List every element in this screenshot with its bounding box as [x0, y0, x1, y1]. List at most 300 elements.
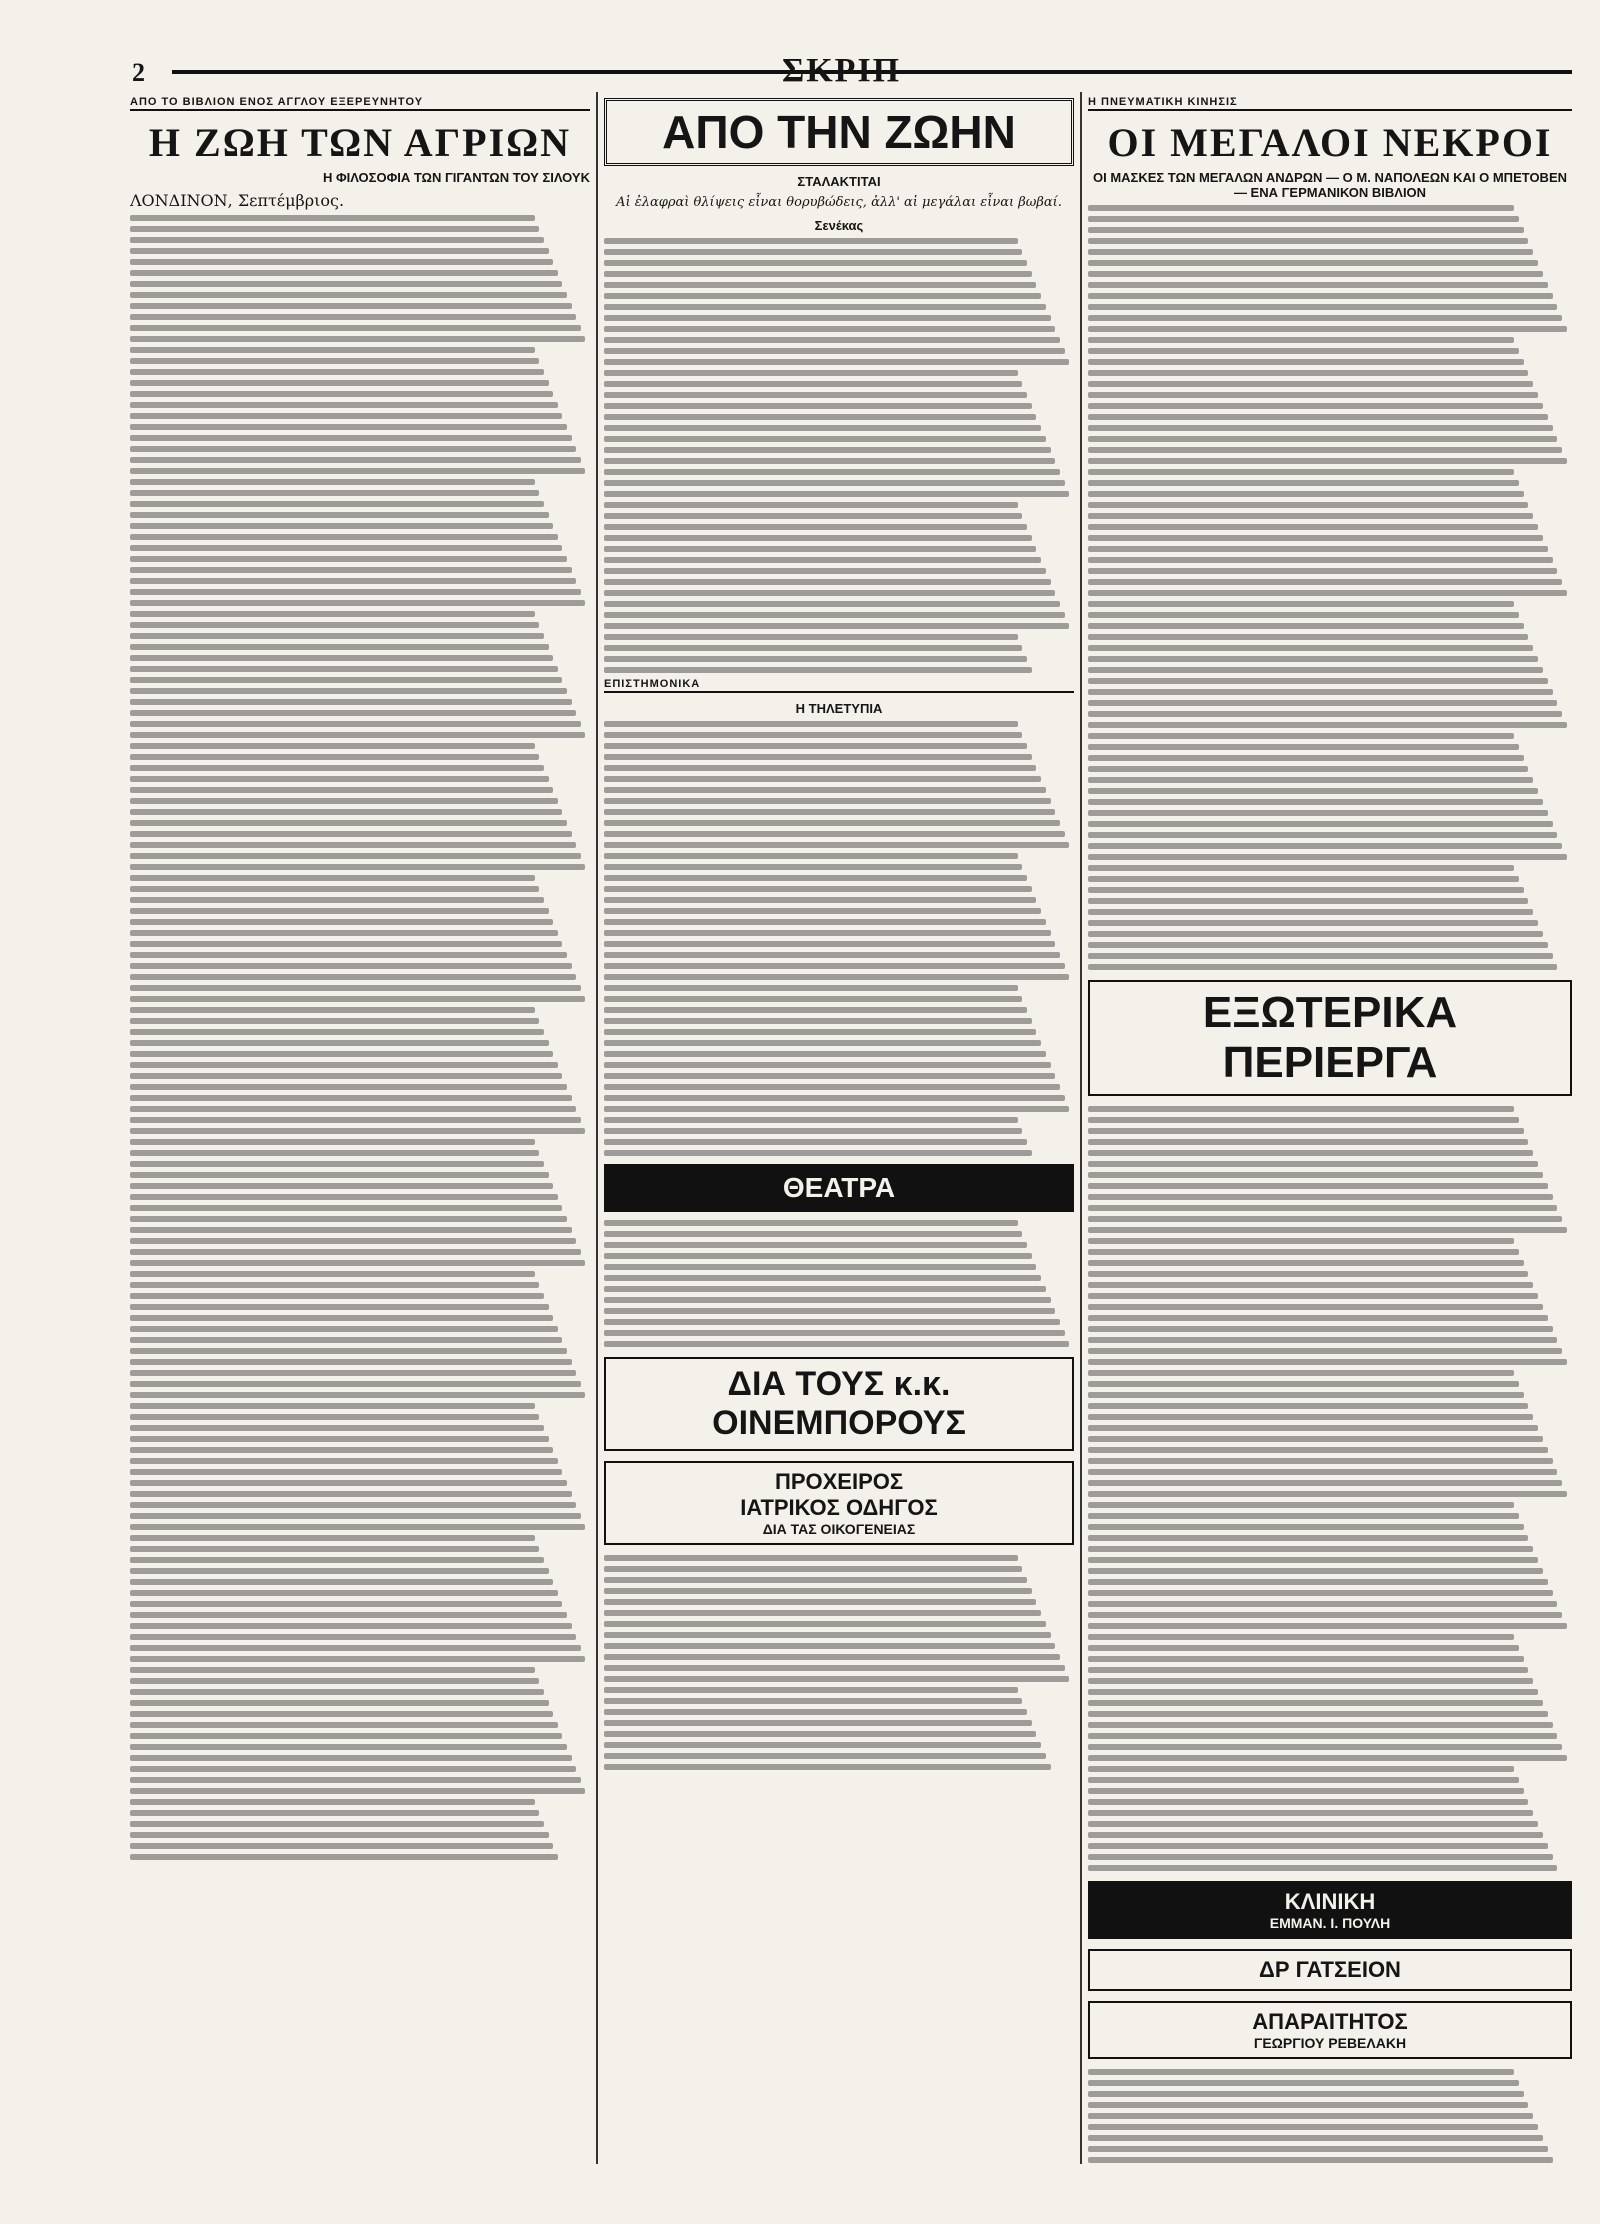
text-line-placeholder: [1088, 1392, 1524, 1398]
text-line-placeholder: [604, 1297, 1051, 1303]
text-line-placeholder: [130, 1172, 549, 1178]
text-line-placeholder: [1088, 502, 1528, 508]
text-line-placeholder: [1088, 865, 1514, 871]
text-line-placeholder: [130, 897, 544, 903]
text-line-placeholder: [130, 1326, 558, 1332]
text-line-placeholder: [1088, 1425, 1538, 1431]
text-line-placeholder: [1088, 810, 1548, 816]
text-line-placeholder: [130, 1491, 572, 1497]
text-line-placeholder: [604, 776, 1041, 782]
text-line-placeholder: [1088, 821, 1553, 827]
text-line-placeholder: [130, 1062, 558, 1068]
text-line-placeholder: [1088, 1601, 1557, 1607]
text-line-placeholder: [1088, 370, 1528, 376]
text-line-placeholder: [130, 1348, 567, 1354]
text-line-placeholder: [1088, 1843, 1548, 1849]
text-line-placeholder: [604, 974, 1069, 980]
section-headline: ΑΠΟ ΤΗΝ ΖΩΗΝ: [604, 98, 1074, 166]
text-line-placeholder: [604, 754, 1032, 760]
text-line-placeholder: [604, 1062, 1051, 1068]
text-line-placeholder: [604, 1040, 1041, 1046]
text-line-placeholder: [1088, 1216, 1562, 1222]
body-text-lines: [604, 1555, 1074, 1770]
text-line-placeholder: [1088, 1249, 1519, 1255]
text-line-placeholder: [604, 820, 1060, 826]
text-line-placeholder: [130, 1029, 544, 1035]
text-line-placeholder: [604, 612, 1065, 618]
text-line-placeholder: [130, 523, 553, 529]
text-line-placeholder: [1088, 304, 1557, 310]
guide-line-1: ΠΡΟΧΕΙΡΟΣ: [774, 1469, 904, 1494]
text-line-placeholder: [1088, 1700, 1543, 1706]
text-line-placeholder: [604, 1095, 1065, 1101]
text-line-placeholder: [1088, 766, 1528, 772]
text-line-placeholder: [1088, 1513, 1519, 1519]
text-line-placeholder: [1088, 1359, 1567, 1365]
text-line-placeholder: [604, 1654, 1060, 1660]
text-line-placeholder: [604, 337, 1060, 343]
text-line-placeholder: [1088, 227, 1524, 233]
text-line-placeholder: [130, 1458, 558, 1464]
text-line-placeholder: [130, 501, 544, 507]
clinic-name: ΕΜΜΑΝ. Ι. ΠΟΥΛΗ: [1269, 1915, 1391, 1931]
text-line-placeholder: [1088, 1139, 1528, 1145]
column-left: [130, 96, 590, 2164]
body-text-lines: [130, 215, 590, 1860]
text-line-placeholder: [130, 1832, 549, 1838]
text-line-placeholder: [130, 952, 567, 958]
text-line-placeholder: [1088, 678, 1548, 684]
text-line-placeholder: [1088, 1348, 1562, 1354]
text-line-placeholder: [604, 469, 1060, 475]
text-line-placeholder: [1088, 1667, 1528, 1673]
text-line-placeholder: [604, 985, 1018, 991]
text-line-placeholder: [604, 1319, 1060, 1325]
text-line-placeholder: [1088, 1106, 1514, 1112]
text-line-placeholder: [1088, 392, 1538, 398]
medical-guide-ad: [604, 1461, 1074, 1545]
text-line-placeholder: [130, 1381, 581, 1387]
text-line-placeholder: [1088, 1865, 1557, 1871]
text-line-placeholder: [1088, 1579, 1548, 1585]
text-line-placeholder: [1088, 1612, 1562, 1618]
clinic-title: ΚΛΙΝΙΚΗ: [1284, 1889, 1376, 1914]
text-line-placeholder: [130, 732, 585, 738]
text-line-placeholder: [130, 1238, 576, 1244]
text-line-placeholder: [130, 1128, 585, 1134]
text-line-placeholder: [1088, 579, 1562, 585]
text-line-placeholder: [130, 677, 562, 683]
text-line-placeholder: [130, 1205, 562, 1211]
text-line-placeholder: [130, 831, 572, 837]
text-line-placeholder: [1088, 1678, 1533, 1684]
text-line-placeholder: [1088, 744, 1519, 750]
text-line-placeholder: [604, 1084, 1060, 1090]
text-line-placeholder: [604, 425, 1041, 431]
text-line-placeholder: [604, 1341, 1069, 1347]
article-headline: ΟΙ ΜΕΓΑΛΟΙ ΝΕΚΡΟΙ: [1107, 120, 1553, 165]
article-kicker: ΑΠΟ ΤΟ ΒΙΒΛΙΟΝ ΕΝΟΣ ΑΓΓΛΟΥ ΕΞΕΡΕΥΝΗΤΟΥ: [130, 96, 590, 111]
body-text-lines: [1088, 2069, 1572, 2164]
text-line-placeholder: [604, 1073, 1055, 1079]
text-line-placeholder: [130, 446, 576, 452]
text-line-placeholder: [1088, 1161, 1538, 1167]
text-line-placeholder: [1088, 271, 1543, 277]
text-line-placeholder: [130, 1304, 549, 1310]
text-line-placeholder: [130, 1480, 567, 1486]
text-line-placeholder: [604, 1709, 1027, 1715]
text-line-placeholder: [604, 414, 1036, 420]
text-line-placeholder: [130, 688, 567, 694]
text-line-placeholder: [604, 304, 1046, 310]
text-line-placeholder: [604, 1588, 1032, 1594]
text-line-placeholder: [130, 1007, 535, 1013]
text-line-placeholder: [130, 545, 562, 551]
text-line-placeholder: [1088, 359, 1524, 365]
text-line-placeholder: [604, 513, 1022, 519]
text-line-placeholder: [130, 1634, 576, 1640]
text-line-placeholder: [604, 403, 1032, 409]
text-line-placeholder: [130, 798, 558, 804]
text-line-placeholder: [1088, 469, 1514, 475]
text-line-placeholder: [130, 699, 572, 705]
text-line-placeholder: [1088, 1623, 1567, 1629]
text-line-placeholder: [1088, 1205, 1557, 1211]
text-line-placeholder: [130, 578, 576, 584]
text-line-placeholder: [604, 1577, 1027, 1583]
text-line-placeholder: [1088, 436, 1557, 442]
text-line-placeholder: [130, 1106, 576, 1112]
text-line-placeholder: [1088, 1733, 1557, 1739]
text-line-placeholder: [1088, 337, 1514, 343]
text-line-placeholder: [1088, 1491, 1567, 1497]
text-line-placeholder: [604, 897, 1036, 903]
guide-line-3: ΔΙΑ ΤΑΣ ΟΙΚΟΓΕΝΕΙΑΣ: [762, 1521, 916, 1537]
text-line-placeholder: [130, 226, 539, 232]
text-line-placeholder: [1088, 1458, 1553, 1464]
text-line-placeholder: [604, 963, 1065, 969]
text-line-placeholder: [130, 1711, 553, 1717]
text-line-placeholder: [604, 447, 1051, 453]
text-line-placeholder: [130, 556, 567, 562]
text-line-placeholder: [1088, 590, 1567, 596]
text-line-placeholder: [604, 1018, 1032, 1024]
text-line-placeholder: [604, 491, 1069, 497]
text-line-placeholder: [604, 908, 1041, 914]
text-line-placeholder: [130, 1370, 576, 1376]
body-text-lines: [1088, 1106, 1572, 1871]
text-line-placeholder: [604, 502, 1018, 508]
text-line-placeholder: [604, 1632, 1051, 1638]
text-line-placeholder: [604, 1242, 1027, 1248]
text-line-placeholder: [130, 567, 572, 573]
text-line-placeholder: [1088, 293, 1553, 299]
text-line-placeholder: [1088, 1854, 1553, 1860]
text-line-placeholder: [130, 248, 549, 254]
text-line-placeholder: [1088, 1326, 1553, 1332]
text-line-placeholder: [130, 1799, 535, 1805]
text-line-placeholder: [130, 468, 585, 474]
text-line-placeholder: [130, 237, 544, 243]
text-line-placeholder: [604, 798, 1051, 804]
text-line-placeholder: [1088, 2113, 1533, 2119]
text-line-placeholder: [604, 1253, 1032, 1259]
text-line-placeholder: [130, 1579, 553, 1585]
text-line-placeholder: [130, 600, 585, 606]
text-line-placeholder: [130, 325, 581, 331]
text-line-placeholder: [1088, 1810, 1533, 1816]
text-line-placeholder: [130, 1216, 567, 1222]
text-line-placeholder: [604, 590, 1055, 596]
text-line-placeholder: [604, 1764, 1051, 1770]
text-line-placeholder: [130, 1744, 567, 1750]
text-line-placeholder: [1088, 1799, 1528, 1805]
text-line-placeholder: [130, 270, 558, 276]
text-line-placeholder: [1088, 843, 1562, 849]
text-line-placeholder: [130, 1227, 572, 1233]
text-line-placeholder: [1088, 1403, 1528, 1409]
text-line-placeholder: [130, 1293, 544, 1299]
article-headline: Η ΤΗΛΕΤΥΠΙΑ: [795, 701, 883, 716]
text-line-placeholder: [130, 1095, 572, 1101]
text-line-placeholder: [130, 1018, 539, 1024]
text-line-placeholder: [130, 787, 553, 793]
text-line-placeholder: [130, 1722, 558, 1728]
text-line-placeholder: [604, 809, 1055, 815]
body-text-lines: [1088, 205, 1572, 970]
text-line-placeholder: [604, 919, 1046, 925]
text-line-placeholder: [604, 831, 1065, 837]
text-line-placeholder: [1088, 1524, 1524, 1530]
text-line-placeholder: [1088, 1634, 1514, 1640]
text-line-placeholder: [604, 1665, 1065, 1671]
text-line-placeholder: [130, 1051, 553, 1057]
text-line-placeholder: [130, 1843, 553, 1849]
text-line-placeholder: [1088, 1150, 1533, 1156]
text-line-placeholder: [130, 1854, 558, 1860]
text-line-placeholder: [604, 1275, 1041, 1281]
text-line-placeholder: [1088, 1304, 1543, 1310]
text-line-placeholder: [1088, 942, 1548, 948]
text-line-placeholder: [1088, 1414, 1533, 1420]
text-line-placeholder: [130, 336, 585, 342]
text-line-placeholder: [130, 809, 562, 815]
text-line-placeholder: [130, 1447, 553, 1453]
text-line-placeholder: [130, 1414, 539, 1420]
text-line-placeholder: [604, 1698, 1022, 1704]
article-subhead: ΟΙ ΜΑΣΚΕΣ ΤΩΝ ΜΕΓΑΛΩΝ ΑΝΔΡΩΝ — Ο Μ. ΝΑΠΟΛΕΩΝ ΚΑΙ Ο ΜΠΕΤΟΒΕΝ — ΕΝΑ ΓΕΡΜΑΝΙΚΟΝ ΒΙΒΛΙΟΝ: [1092, 170, 1568, 200]
text-line-placeholder: [604, 458, 1055, 464]
text-line-placeholder: [604, 853, 1018, 859]
text-line-placeholder: [604, 282, 1036, 288]
text-line-placeholder: [604, 1220, 1018, 1226]
text-line-placeholder: [1088, 898, 1528, 904]
text-line-placeholder: [1088, 2157, 1553, 2163]
text-line-placeholder: [604, 1687, 1018, 1693]
text-line-placeholder: [130, 1645, 581, 1651]
text-line-placeholder: [130, 413, 562, 419]
text-line-placeholder: [1088, 1689, 1538, 1695]
text-line-placeholder: [1088, 953, 1553, 959]
text-line-placeholder: [1088, 623, 1524, 629]
text-line-placeholder: [1088, 755, 1524, 761]
text-line-placeholder: [604, 381, 1022, 387]
text-line-placeholder: [604, 557, 1041, 563]
text-line-placeholder: [1088, 1260, 1524, 1266]
text-line-placeholder: [130, 842, 576, 848]
text-line-placeholder: [1088, 348, 1519, 354]
text-line-placeholder: [130, 1590, 558, 1596]
text-line-placeholder: [130, 369, 544, 375]
text-line-placeholder: [130, 1403, 535, 1409]
text-line-placeholder: [130, 1810, 539, 1816]
text-line-placeholder: [1088, 964, 1557, 970]
text-line-placeholder: [130, 710, 576, 716]
text-line-placeholder: [130, 292, 567, 298]
text-line-placeholder: [604, 480, 1065, 486]
column-divider: [596, 92, 598, 2164]
text-line-placeholder: [130, 457, 581, 463]
text-line-placeholder: [130, 754, 539, 760]
article-kicker: Η ΠΝΕΥΜΑΤΙΚΗ ΚΙΝΗΣΙΣ: [1088, 96, 1572, 111]
column-right: [1088, 96, 1572, 2164]
text-line-placeholder: [1088, 1557, 1538, 1563]
text-line-placeholder: [130, 1513, 581, 1519]
text-line-placeholder: [130, 347, 535, 353]
text-line-placeholder: [1088, 876, 1519, 882]
text-line-placeholder: [130, 1073, 562, 1079]
text-line-placeholder: [130, 512, 549, 518]
text-line-placeholder: [1088, 1337, 1557, 1343]
text-line-placeholder: [1088, 788, 1538, 794]
text-line-placeholder: [130, 1612, 567, 1618]
text-line-placeholder: [130, 611, 535, 617]
text-line-placeholder: [130, 1568, 549, 1574]
text-line-placeholder: [1088, 854, 1567, 860]
clinic-ad: [1088, 1881, 1572, 1939]
text-line-placeholder: [130, 666, 558, 672]
text-line-placeholder: [130, 1436, 549, 1442]
bottom-ad: [1088, 2001, 1572, 2059]
text-line-placeholder: [130, 1788, 585, 1794]
text-line-placeholder: [1088, 524, 1538, 530]
text-line-placeholder: [130, 589, 581, 595]
text-line-placeholder: [130, 655, 553, 661]
text-line-placeholder: [130, 908, 549, 914]
text-line-placeholder: [1088, 1381, 1519, 1387]
text-line-placeholder: [604, 1720, 1032, 1726]
text-line-placeholder: [130, 963, 572, 969]
text-line-placeholder: [130, 875, 535, 881]
text-line-placeholder: [130, 1260, 585, 1266]
text-line-placeholder: [1088, 1535, 1528, 1541]
text-line-placeholder: [1088, 1832, 1543, 1838]
text-line-placeholder: [1088, 832, 1557, 838]
text-line-placeholder: [130, 1656, 585, 1662]
text-line-placeholder: [1088, 249, 1533, 255]
text-line-placeholder: [1088, 568, 1557, 574]
text-line-placeholder: [1088, 656, 1538, 662]
text-line-placeholder: [1088, 1194, 1553, 1200]
text-line-placeholder: [1088, 1447, 1548, 1453]
text-line-placeholder: [1088, 700, 1557, 706]
text-line-placeholder: [130, 1733, 562, 1739]
text-line-placeholder: [604, 1742, 1041, 1748]
text-line-placeholder: [130, 930, 558, 936]
text-line-placeholder: [604, 623, 1069, 629]
text-line-placeholder: [604, 1621, 1046, 1627]
text-line-placeholder: [130, 1359, 572, 1365]
text-line-placeholder: [604, 601, 1060, 607]
guide-line-2: ΙΑΤΡΙΚΟΣ ΟΔΗΓΟΣ: [740, 1495, 938, 1520]
text-line-placeholder: [1088, 2069, 1514, 2075]
text-line-placeholder: [1088, 1315, 1548, 1321]
text-line-placeholder: [604, 787, 1046, 793]
wine-merchants-notice: ΔΙΑ ΤΟΥΣ κ.κ. ΟΙΝΕΜΠΟΡΟΥΣ: [604, 1357, 1074, 1451]
text-line-placeholder: [1088, 326, 1567, 332]
text-line-placeholder: [1088, 1117, 1519, 1123]
text-line-placeholder: [1088, 403, 1543, 409]
epigraph-quote: Αἱ ἐλαφραὶ θλίψεις εἶναι θορυβώδεις, ἀλλ' αἱ μεγάλαι εἶναι βωβαί.: [616, 195, 1062, 210]
text-line-placeholder: [130, 490, 539, 496]
text-line-placeholder: [1088, 667, 1543, 673]
text-line-placeholder: [1088, 1546, 1533, 1552]
text-line-placeholder: [604, 1753, 1046, 1759]
text-line-placeholder: [604, 1117, 1018, 1123]
text-line-placeholder: [1088, 1656, 1524, 1662]
text-line-placeholder: [604, 260, 1027, 266]
text-line-placeholder: [1088, 1469, 1557, 1475]
text-line-placeholder: [1088, 1271, 1528, 1277]
text-line-placeholder: [130, 1546, 539, 1552]
text-line-placeholder: [130, 941, 562, 947]
text-line-placeholder: [130, 303, 572, 309]
text-line-placeholder: [130, 776, 549, 782]
text-line-placeholder: [604, 1599, 1036, 1605]
text-line-placeholder: [130, 1194, 558, 1200]
text-line-placeholder: [604, 524, 1027, 530]
text-line-placeholder: [130, 1315, 553, 1321]
text-line-placeholder: [1088, 2102, 1528, 2108]
feature-headline: ΕΞΩΤΕΡΙΚΑ ΠΕΡΙΕΡΓΑ: [1088, 980, 1572, 1096]
text-line-placeholder: [604, 1676, 1069, 1682]
text-line-placeholder: [1088, 1766, 1514, 1772]
text-line-placeholder: [1088, 2146, 1548, 2152]
text-line-placeholder: [1088, 1590, 1553, 1596]
text-line-placeholder: [1088, 612, 1519, 618]
text-line-placeholder: [130, 1678, 539, 1684]
text-line-placeholder: [1088, 205, 1514, 211]
text-line-placeholder: [1088, 1436, 1543, 1442]
text-line-placeholder: [130, 1469, 562, 1475]
text-line-placeholder: [1088, 546, 1548, 552]
text-line-placeholder: [130, 886, 539, 892]
text-line-placeholder: [130, 622, 539, 628]
text-line-placeholder: [130, 435, 572, 441]
text-line-placeholder: [130, 721, 581, 727]
text-line-placeholder: [604, 886, 1032, 892]
text-line-placeholder: [1088, 480, 1519, 486]
text-line-placeholder: [130, 1623, 572, 1629]
text-line-placeholder: [130, 281, 562, 287]
text-line-placeholder: [1088, 1755, 1567, 1761]
text-line-placeholder: [1088, 315, 1562, 321]
text-line-placeholder: [130, 402, 558, 408]
text-line-placeholder: [604, 1007, 1027, 1013]
text-line-placeholder: [130, 919, 553, 925]
text-line-placeholder: [1088, 733, 1514, 739]
text-line-placeholder: [604, 535, 1032, 541]
